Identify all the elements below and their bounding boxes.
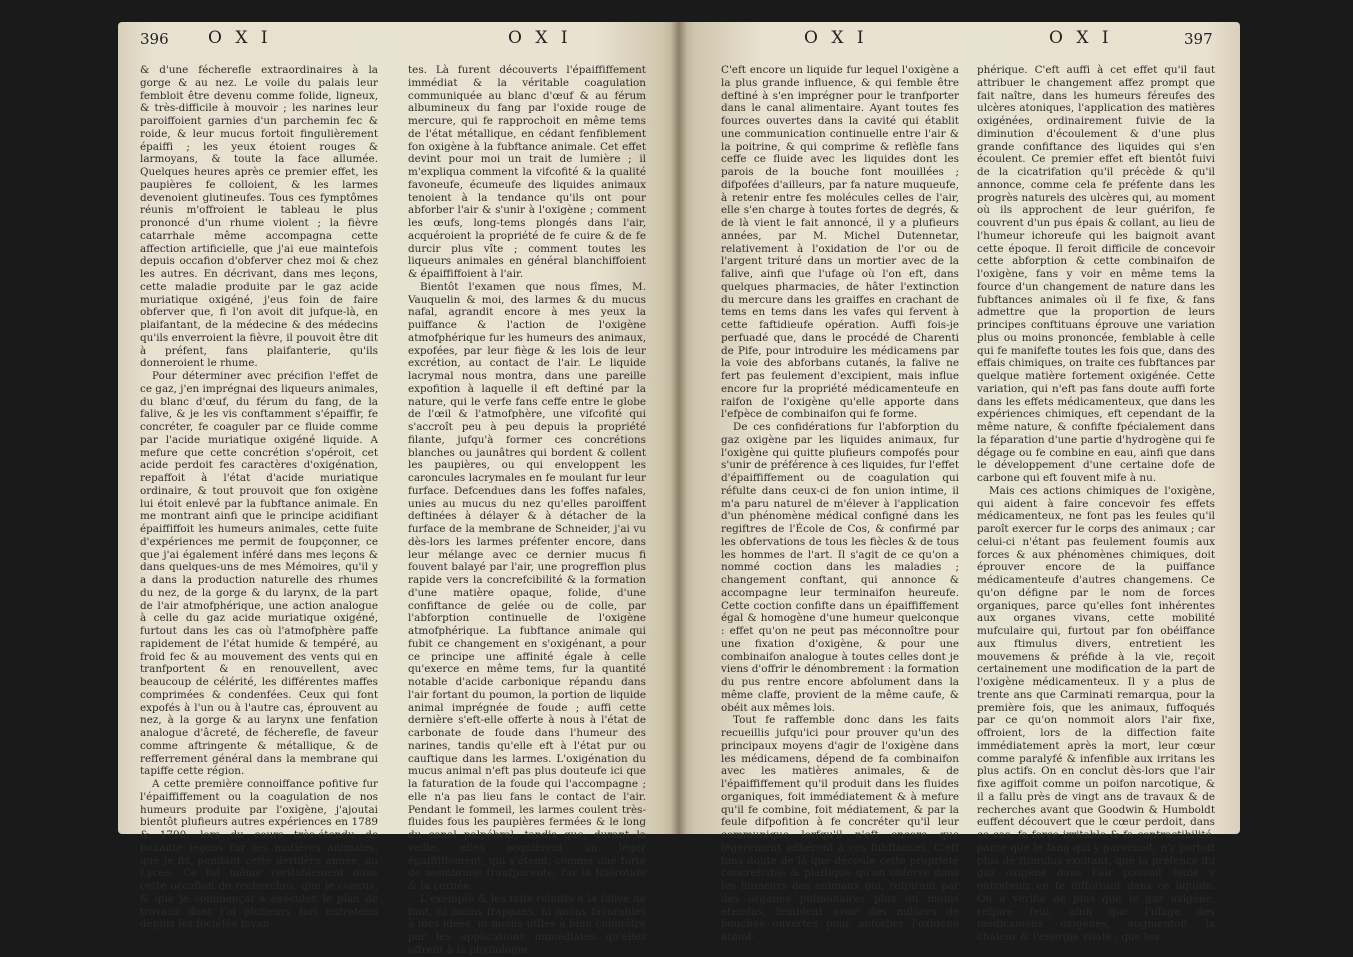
paragraph: Bientôt l'examen que nous fîmes, M. Vauquelin & moi, des larmes & du mucus nafal, agrandit encore à mes yeux la puiffance & l'action de l'oxigène atmofphérique fur les humeurs des animaux, expofées, par leur fiège & les lois de leur excrétion, au contact de l'air. Le liquide lacrymal nous montra, dans une pareille expofition à laquelle il eft deftiné par la nature, qui le verfe fans ceffe entre le globe de l'œil & l'atmofphère, une vifcofité qui s'accroît peu à peu depuis la propriété filante, jufqu'à former ces concrétions blanches ou jaunâtres qui bordent & collent les paupières, ou qui enveloppent les caroncules lacrymales en fe moulant fur leur furface. Defcendues dans les foffes nafales, unies au mucus du nez qu'elles paroiffent deftinées à délayer & à détacher de la furface de la membrane de Schneider, j'ai vu dès-lors les larmes préfenter encore, dans leur mélange avec ce dernier mucus fi fouvent balayé par l'air, une progreffion plus rapide vers la concrefcibilité & la formation d'une matière opaque, folide, d'une confiftance de gelée ou de colle, par l'abforption continuelle de l'oxigène atmofphérique. La fubftance animale qui fubit ce changement en s'oxigénant, a pour ce principe une affinité égale à celle qu'exerce en même tems, fur la quantité notable d'acide carbonique répandu dans l'air fortant du poumon, la portion de liquide animal imprégnée de foude ; auffi cette dernière s'eft-elle offerte à nous à l'état de carbonate de foude dans l'humeur des narines, tandis qu'elle eft à l'état pur ou cauftique dans les larmes. L'oxigénation du mucus animal n'eft pas plus douteufe ici que la faturation de la foude qui l'accompagne ; elle n'a pas lieu fans le contact de l'air. Pendant le fommeil, les larmes coulent très-fluides fous les paupières fermées & le long du canal palpébral, tandis que, durant la veille, elles acquièrent un léger épaiffiffement, qui s'étend, comme une forte de membrane tranfparente, fur la fclérotide & la cornée.	[408, 280, 646, 892]
paragraph: L'exemple & les faits relatifs à la falive ne font, ni moins frappans, ni moins favorables à mes idées, ni moins utiles à bien connoître par les applications immédiates qu'elles offrent à la phyfiologie.	[408, 892, 646, 956]
running-header: O X I	[1049, 28, 1113, 48]
paragraph: phérique. C'eft auffi à cet effet qu'il faut attribuer le changement affez prompt que fait naître, dans les humeurs féreufes des ulcères atoniques, l'application des matières oxigénées, ordinairement fuivie de la diminution d'écoulement & d'une plus grande confiftance des liquides qui s'en écoulent. Ce premier effet eft bientôt fuivi de la cicatrifation qu'il précède & qu'il annonce, comme cela fe préfente dans les progrès naturels des ulcères qui, au moment où ils approchent de leur guérifon, fe couvrent d'un pus épais & collant, au lieu de l'humeur ichoreufe qui les baignoit avant cette époque. Il feroit difficile de concevoir cette abforption & cette combinaifon de l'oxigène, fans y voir en même tems la fource d'un changement de nature dans les fubftances animales où il fe fixe, & fans admettre que la proportion de leurs principes conftituans éprouve une variation plus ou moins prononcée, femblable à celle qui fe manifefte toutes les fois que, dans des effais chimiques, on traite ces fubftances par quelque matière fortement oxigénée. Cette variation, qui n'eft pas fans doute auffi forte dans les effets médicamenteux, que dans les expériences chimiques, eft cependant de la même nature, & confifte fpécialement dans la féparation d'une partie d'hydrogène qui fe dégage ou fe combine en eau, ainfi que dans le développement d'une certaine dofe de carbone qui eft fouvent mife à nu.	[977, 64, 1215, 484]
paragraph: A cette première connoiffance pofitive fur l'épaiffiffement ou la coagulation de nos humeurs produite par l'oxigène, j'ajoutai bientôt plufieurs autres expériences en 1789 & 1790, lors du cours très-étendu de foixante leçons fur les matières animales, que je fis, pendant cette dernière année, au Lycée. Ce fut même véritablement dans cette occafion de recherches, que je conçus, & que je commençai à exécuter le plan de travaux dont j'ai plufieurs fois entretenu depuis les fociétés favan-	[140, 778, 378, 931]
paragraph: C'eft encore un liquide fur lequel l'oxigène a la plus grande influence, & qui femble être deftiné à s'en imprégner pour le tranfporter dans le canal alimentaire. Ayant toutes fes fources ouvertes dans la cavité qui établit une communication continuelle entre l'air & la poitrine, & qui comprime & reflèfle fans ceffe ce fluide avec les liquides dont les parois de la bouche font mouillées ; difpofées d'ailleurs, par fa nature muqueufe, à retenir entre fes molécules celles de l'air, elle s'en charge à toutes fortes de degrés, & de là vient le fait annoncé, il y a plufieurs années, par M. Michel Dutennetar, relativement à l'oxidation de l'or ou de l'argent trituré dans un mortier avec de la falive, ainfi que l'ufage où l'on eft, dans quelques pharmacies, de hâter l'extinction du mercure dans les graiffes en crachant de tems en tems dans les vafes qui fervent à cette faftidieufe opération. Auffi fois-je perfuadé que, dans le procédé de Charenti de Pife, pour introduire les médicamens par la voie des abforbans cutanés, la falive ne fert pas feulement d'excipient, mais influe encore fur la propriété médicamenteufe en raifon de l'oxigène qu'elle apporte dans l'efpèce de combinaifon qui fe forme.	[721, 64, 959, 421]
book-gutter	[671, 22, 687, 834]
text-column	[721, 64, 959, 943]
paragraph: & d'une fécherefle extraordinaires à la gorge & au nez. Le voile du palais leur fembloit être devenu comme folide, ligneux, & très-difficile à mouvoir ; les narines leur paroiffoient garnies d'un parchemin fec & roide, & leur mucus fortoit fingulièrement épaiffi ; les yeux étoient rouges & larmoyans, & toute la face allumée. Quelques heures après ce premier effet, les paupières fe colloient, & les larmes devenoient glutineufes. Tous ces fymptômes réunis m'offroient le tableau le plus prononcé d'un rhume violent ; la fièvre catarrhale même accompagna cette affection artificielle, que j'ai eue maintefois depuis occafion d'obferver chez moi & chez les autres. En décrivant, dans mes leçons, cette maladie produite par le gaz acide muriatique oxigéné, j'eus foin de faire obferver que, fi l'on avoit dit jufque-là, en plaifantant, de la médecine & des médecins qu'ils enverroient la fièvre, il pouvoit être dit à préfent, fans plaifanterie, qu'ils donneroient le rhume.	[140, 64, 378, 370]
left-page	[118, 22, 679, 956]
paragraph: Tout fe raffemble donc dans les faits recueillis jufqu'ici pour prouver qu'un des principaux moyens d'agir de l'oxigène dans les médicamens, dépend de fa combinaifon avec les matières animales, & de l'épaiffiffement qu'il produit dans les fluides organiques, foit immédiatement & à mefure qu'il fe combine, foit médiatement, & par la feule difpofition à fe concréter qu'il leur communique lorfqu'il n'eft encore que légèrement adhérent à ces fubftances. C'eft fans doute de là que découle cette propriété concrefcible & plaftique qu'on obferve dans les humeurs des animaux qui, refpirant par des organes pulmonaires plus ou moins étendus, femblent avoir des milliers de bouches ouvertes pour abforber l'oxigène atmof-	[721, 714, 959, 943]
running-header: O X I	[804, 28, 868, 48]
page-number: 396	[140, 30, 169, 48]
paragraph: De ces confidérations fur l'abforption du gaz oxigène par les liquides animaux, fur l'oxigène qui quitte plufieurs compofés pour s'unir de préférence à ces liquides, fur l'effet d'épaiffiffement ou de coagulation qui réfulte dans ceux-ci de fon union intime, il m'a paru naturel de m'élever à l'application d'un phénomène médical configné dans les regiftres de l'École de Cos, & confirmé par les obfervations de tous les fiècles & de tous les hommes de l'art. Il s'agit de ce qu'on a nommé coction dans les maladies ; changement conftant, qui annonce & accompagne leur terminaifon heureufe. Cette coction confifte dans un épaiffiffement égal & homogène d'une humeur quelconque : effet qu'on ne peut pas méconnoître pour une fixation d'oxigène, & pour une combinaifon analogue à toutes celles dont je viens d'offrir le dénombrement : la formation du pus rentre encore abfolument dans la même claffe, provient de la même caufe, & obéit aux mêmes lois.	[721, 421, 959, 714]
running-header: O X I	[208, 28, 272, 48]
paragraph: Mais ces actions chimiques de l'oxigène, qui aident à faire concevoir fes effets médicamenteux, ne font pas les feules qu'il paroît exercer fur le corps des animaux ; car celui-ci n'étant pas feulement foumis aux forces & aux phénomènes chimiques, doit éprouver encore de la puiffance médicamenteufe d'autres changemens. Ce qu'on défigne par le nom de forces organiques, parce qu'elles font inhérentes aux organes vivans, cette mobilité mufculaire qui, furtout par fon obéiffance aux ftimulus divers, entretient les mouvemens & préfide à la vie, reçoit certainement une modification de la part de l'oxigène médicamenteux. Il y a plus de trente ans que Carminati remarqua, pour la première fois, que les animaux, fuffoqués par ce qu'on nommoit alors l'air fixe, offroient, lors de la diffection faite immédiatement après la mort, leur cœur comme paralyfé & infenfible aux irritans les plus actifs. On en conclut dès-lors que l'air fixe agiffoit comme un poifon narcotique, & il a fallu près de vingt ans de travaux & de recherches avant que Goodwin & Humboldt euffent découvert que le cœur perdoit, dans ce cas, fa force irritable & fa contractibilité, parce que le fang qui y parvenoit, n'y portoit plus de ftimulus excitant, que la préfence du gaz oxigène dans l'air pouvoit feule y entretenir en fe diffolvant dans ce liquide. On a vérifié de plus que le gaz oxigène, refpiré feul, ainfi que l'ufage des médicamens oxigénés, augmentoit la chaleur & l'énergie vitale ; que les	[977, 484, 1215, 943]
paragraph: tes. Là furent découverts l'épaiffiffement immédiat & la véritable coagulation communiquée au blanc d'œuf & au férum albumineux du fang par l'oxide rouge de mercure, qui fe rapprochoit en même tems de l'état métallique, en cédant fenfiblement fon oxigène à la fubftance animale. Cet effet devint pour moi un trait de lumière ; il m'expliqua comment la vifcofité & la qualité favoneufe, écumeufe des liquides animaux tenoient à la tendance qu'ils ont pour abforber l'air & s'unir à l'oxigène ; comment les œufs, long-tems plongés dans l'air, acquéroient la propriété de fe cuire & de fe durcir plus vîte ; comment toutes les liqueurs animales en général blanchiffoient & épaiffiffoient à l'air.	[408, 64, 646, 280]
book-spread	[118, 22, 1240, 956]
right-page	[679, 22, 1240, 943]
page-number: 397	[1184, 30, 1213, 48]
text-column	[977, 64, 1215, 943]
text-column	[140, 64, 378, 931]
text-column	[408, 64, 646, 956]
running-header: O X I	[508, 28, 572, 48]
paragraph: Pour déterminer avec précifion l'effet de ce gaz, j'en imprégnai des liqueurs animales, du blanc d'œuf, du férum du fang, de la falive, & je les vis conftamment s'épaiffir, fe concréter, fe coaguler par ce fluide comme par l'acide muriatique oxigéné liquide. A mefure que cette concrétion s'opéroit, cet acide perdoit fes caractères d'oxigénation, repaffoit à l'état d'acide muriatique ordinaire, & tout prouvoit que fon oxigène lui étoit enlevé par la fubftance animale. En me montrant ainfi que le principe acidifiant épaiffiffoit les humeurs animales, cette fuite d'expériences me permit de foupçonner, ce que j'ai également inféré dans mes leçons & dans quelques-uns de mes Mémoires, qu'il y a dans la production naturelle des rhumes du nez, de la gorge & du larynx, de la part de l'air atmofphérique, une action analogue à celle du gaz acide muriatique oxigéné, furtout dans les cas où l'atmofphère paffe rapidement de l'état humide & tempéré, au froid fec & au mouvement des vents qui en tranfportent & en renouvellent, avec beaucoup de célérité, les différentes maffes comprimées & condenfées. Ceux qui font expofés à l'un ou à l'autre cas, éprouvent au nez, à la gorge & au larynx une fenfation analogue d'âcreté, de fécherefle, de faveur comme aftringente & métallique, & de refferrement général dans la membrane qui tapiffe cette région.	[140, 370, 378, 778]
